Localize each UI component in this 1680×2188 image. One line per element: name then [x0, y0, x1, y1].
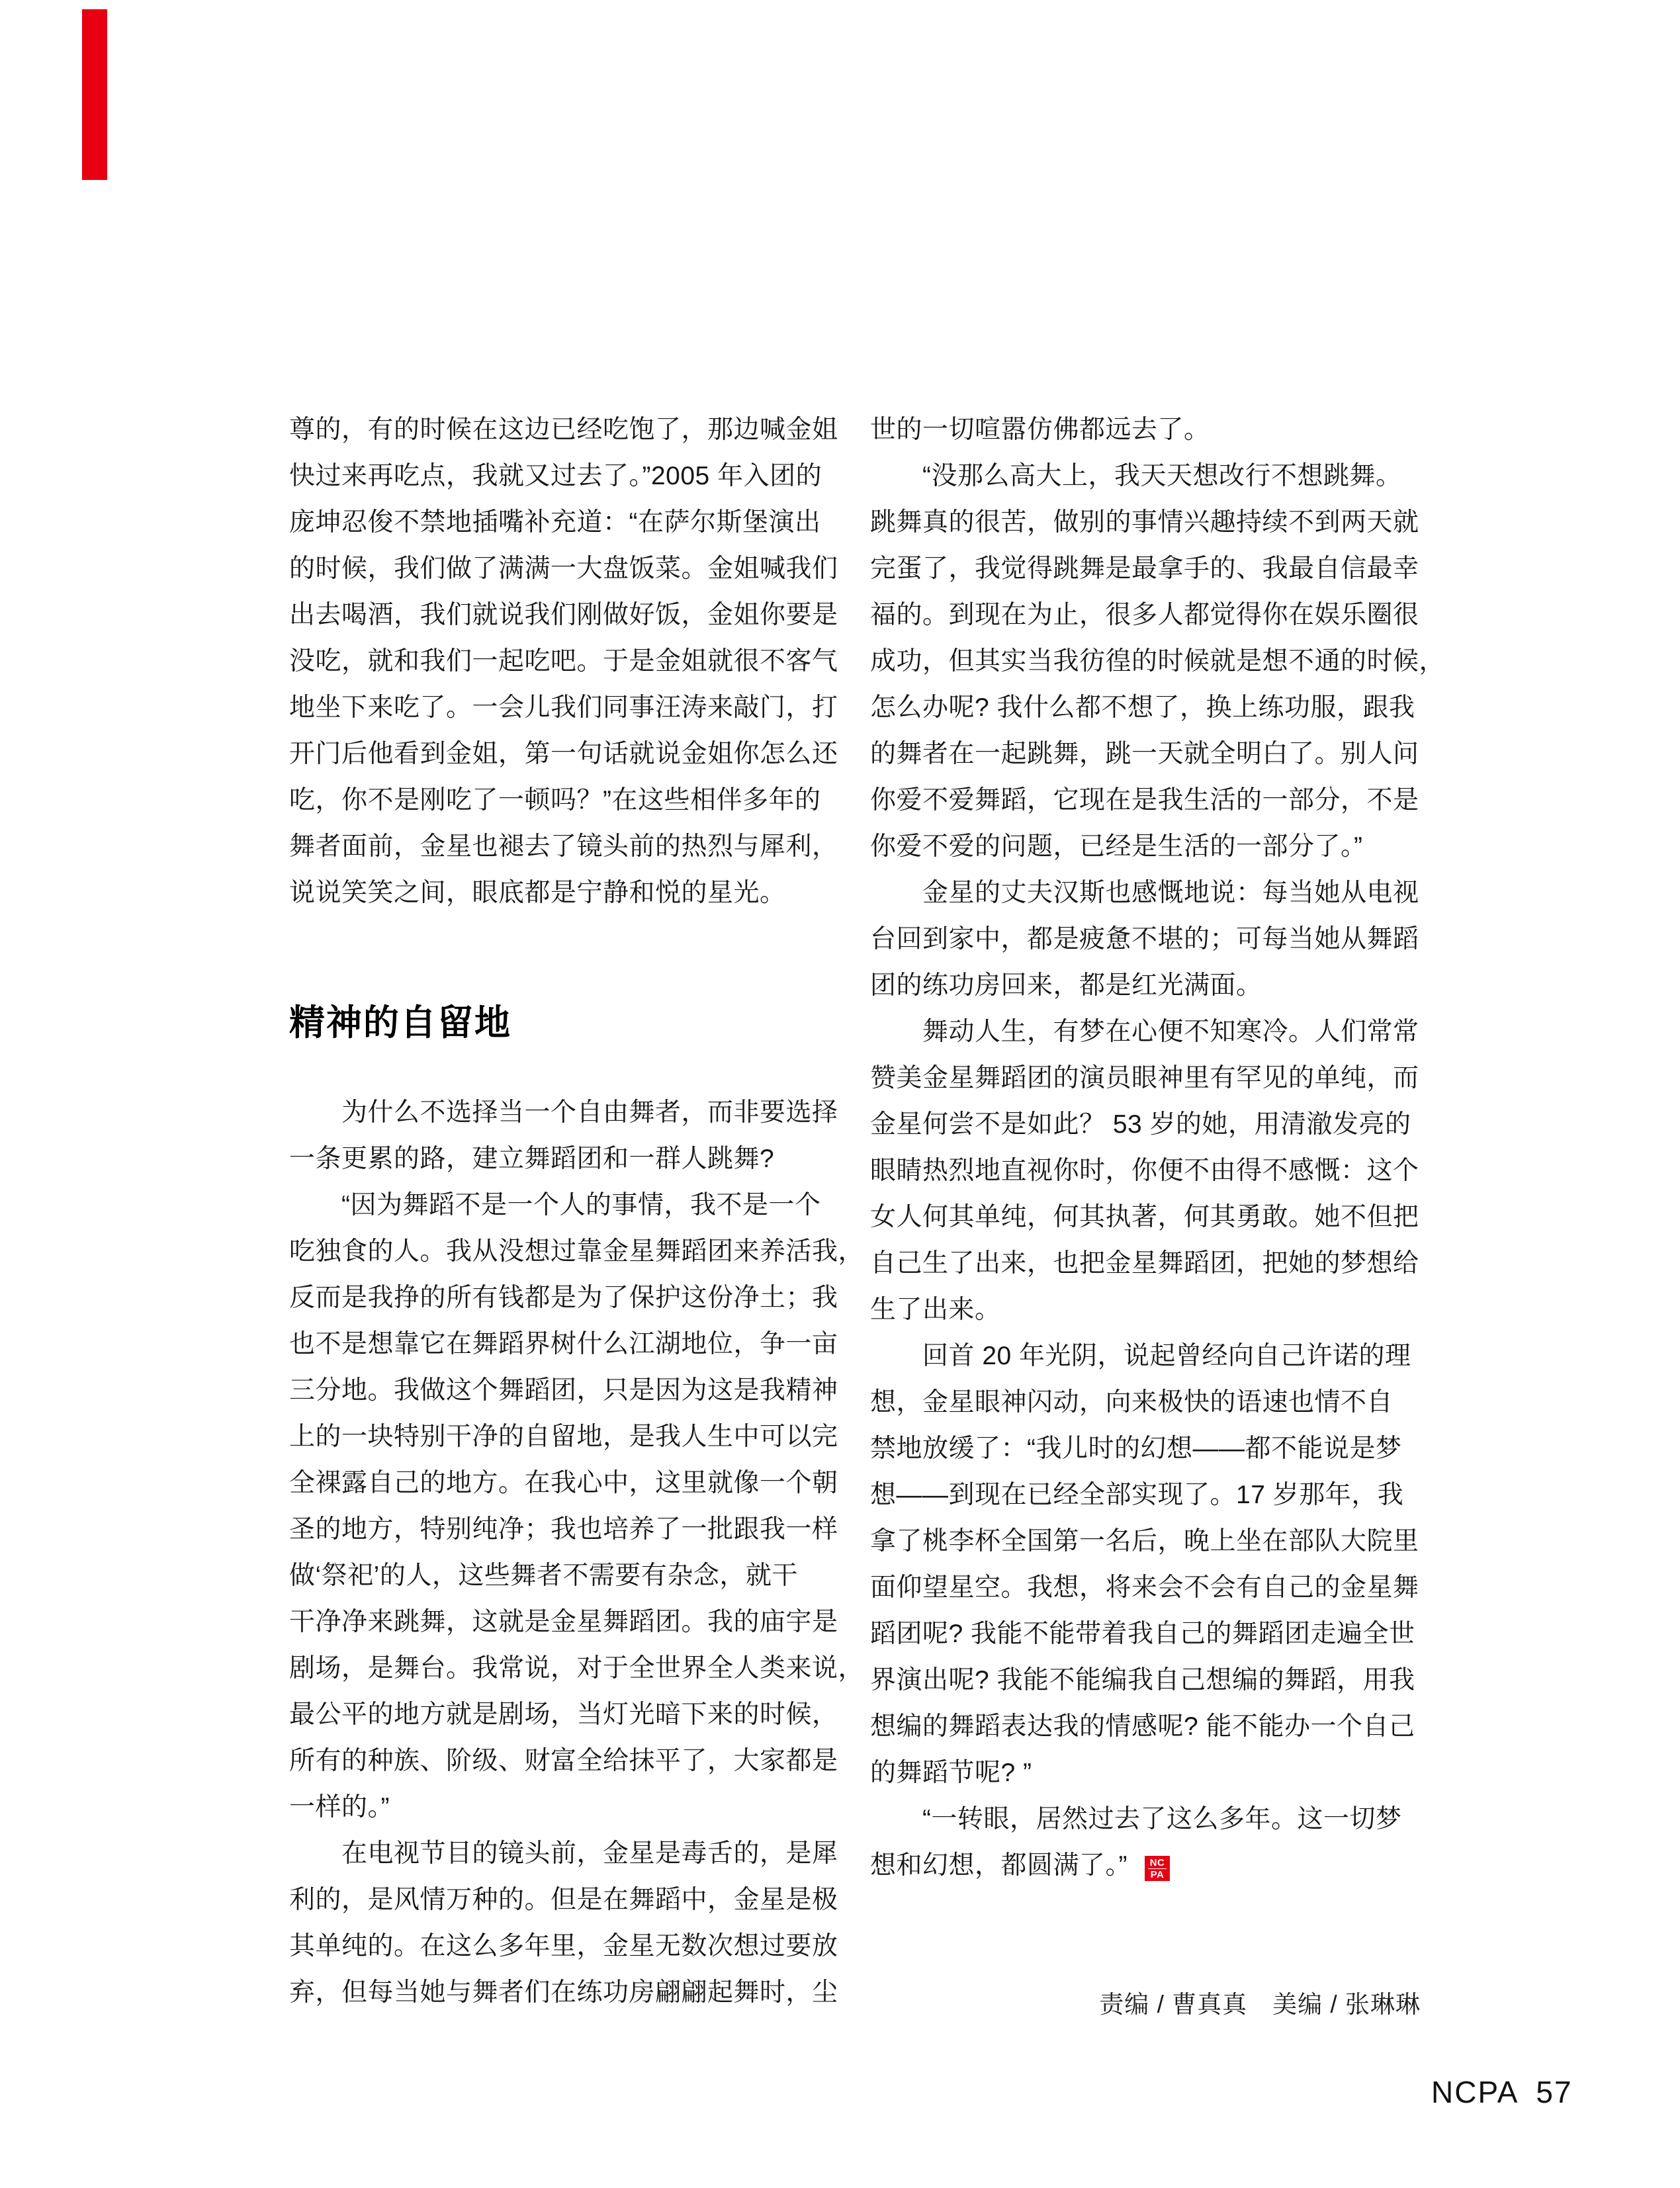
text-line: 界演出呢? 我能不能编我自己想编的舞蹈，用我: [870, 1666, 1415, 1694]
paragraph: [289, 1090, 840, 1182]
section-heading: 精神的自留地: [289, 1003, 511, 1043]
text-line: 为什么不选择当一个自由舞者，而非要选择: [289, 1098, 838, 1127]
paragraph: [289, 1831, 840, 2016]
text-line: 团的练功房回来，都是红光满面。: [870, 971, 1262, 1000]
text-line: 眼睛热烈地直视你时，你便不由得不感慨：这个: [870, 1157, 1419, 1185]
text-line: 世的一切喧嚣仿佛都远去了。: [870, 416, 1210, 444]
text-line: 反而是我挣的所有钱都是为了保护这份净土；我: [289, 1284, 838, 1312]
ncpa-seal-bottom-text: PA: [1150, 1869, 1165, 1880]
section-marker-bar: [82, 9, 107, 180]
text-line: 弃，但每当她与舞者们在练功房翩翩起舞时，尘: [289, 1978, 838, 2007]
text-line: 怎么办呢? 我什么都不想了，换上练功服，跟我: [870, 693, 1415, 722]
text-line: 面仰望星空。我想，将来会不会有自己的金星舞: [870, 1573, 1419, 1602]
text-line: 说说笑笑之间，眼底都是宁静和悦的星光。: [289, 879, 786, 907]
text-line: 全裸露自己的地方。在我心中，这里就像一个朝: [289, 1469, 838, 1497]
text-line: 舞动人生，有梦在心便不知寒冷。人们常常: [870, 1018, 1419, 1046]
text-line: 快过来再吃点，我就又过去了。”2005 年入团的: [289, 462, 822, 490]
text-line: 你爱不爱舞蹈，它现在是我生活的一部分，不是: [870, 786, 1419, 814]
page-number-value: 57: [1536, 2075, 1573, 2109]
text-line: 没吃，就和我们一起吃吧。于是金姐就很不客气: [289, 647, 838, 676]
text-line: 吃，你不是刚吃了一顿吗？”在这些相伴多年的: [289, 786, 821, 814]
text-line: 在电视节目的镜头前，金星是毒舌的，是犀: [289, 1839, 838, 1868]
editor-credits: 责编 / 曹真真 美编 / 张琳琳: [1099, 1991, 1421, 2018]
text-line: “没那么高大上，我天天想改行不想跳舞。: [870, 462, 1402, 490]
text-line: 一样的。”: [289, 1793, 390, 1821]
text-line: 开门后他看到金姐，第一句话就说金姐你怎么还: [289, 740, 838, 768]
paragraph: [870, 1009, 1421, 1333]
text-line: 一条更累的路，建立舞蹈团和一群人跳舞?: [289, 1145, 775, 1173]
text-line: 赞美金星舞蹈团的演员眼神里有罕见的单纯，而: [870, 1064, 1419, 1092]
paragraph: [870, 1333, 1421, 1796]
text-line: 吃独食的人。我从没想过靠金星舞蹈团来养活我，: [289, 1237, 865, 1266]
text-line: 的时候，我们做了满满一大盘饭菜。金姐喊我们: [289, 554, 838, 583]
text-line: 金星何尝不是如此？ 53 岁的她，用清澈发亮的: [870, 1110, 1411, 1139]
page-number: [1431, 2075, 1573, 2109]
text-line: 的舞者在一起跳舞，跳一天就全明白了。别人问: [870, 740, 1419, 768]
text-line: 女人何其单纯，何其执著，何其勇敢。她不但把: [870, 1203, 1419, 1231]
text-line: “一转眼，居然过去了这么多年。这一切梦: [870, 1805, 1402, 1833]
text-line: 上的一块特别干净的自留地，是我人生中可以完: [289, 1422, 838, 1451]
text-line: 舞者面前，金星也褪去了镜头前的热烈与犀利，: [289, 832, 838, 861]
text-line: 三分地。我做这个舞蹈团，只是因为这是我精神: [289, 1376, 838, 1405]
text-line: 完蛋了，我觉得跳舞是最拿手的、我最自信最幸: [870, 554, 1419, 583]
left-text-column: [289, 407, 865, 2016]
magazine-label: NCPA: [1431, 2075, 1519, 2109]
paragraph: [289, 1182, 865, 1831]
text-line: 剧场，是舞台。我常说，对于全世界全人类来说，: [289, 1654, 865, 1683]
ncpa-seal-top-text: NC: [1148, 1857, 1167, 1869]
text-line: 其单纯的。在这么多年里，金星无数次想过要放: [289, 1932, 838, 1960]
text-line: 台回到家中，都是疲惫不堪的；可每当她从舞蹈: [870, 925, 1419, 953]
text-line: 干净净来跳舞，这就是金星舞蹈团。我的庙宇是: [289, 1608, 838, 1636]
text-line: 也不是想靠它在舞蹈界树什么江湖地位，争一亩: [289, 1330, 838, 1358]
text-line: 蹈团呢? 我能不能带着我自己的舞蹈团走遍全世: [870, 1620, 1415, 1648]
text-line: 想——到现在已经全部实现了。17 岁那年，我: [870, 1481, 1404, 1509]
ncpa-seal: [1145, 1856, 1170, 1881]
text-line: 庞坤忍俊不禁地插嘴补充道：“在萨尔斯堡演出: [289, 508, 821, 537]
paragraph: [870, 870, 1421, 1009]
text-line: 你爱不爱的问题，已经是生活的一部分了。”: [870, 832, 1363, 861]
text-line: 跳舞真的很苦，做别的事情兴趣持续不到两天就: [870, 508, 1419, 537]
text-line: 出去喝酒，我们就说我们刚做好饭，金姐你要是: [289, 601, 838, 629]
text-line: 想编的舞蹈表达我的情感呢? 能不能办一个自己: [870, 1712, 1415, 1741]
text-line: 圣的地方，特别纯净；我也培养了一批跟我一样: [289, 1515, 838, 1544]
text-line: 福的。到现在为止，很多人都觉得你在娱乐圈很: [870, 601, 1419, 629]
paragraph-continued: [289, 407, 840, 916]
text-line: 自己生了出来，也把金星舞蹈团，把她的梦想给: [870, 1249, 1419, 1278]
text-line: 做‘祭祀’的人，这些舞者不需要有杂念，就干: [289, 1561, 798, 1590]
closing-paragraph: [870, 1796, 1421, 1889]
paragraph: [870, 453, 1446, 870]
right-text-column: [870, 407, 1446, 1889]
text-line: 生了出来。: [870, 1295, 1001, 1324]
text-line: 成功，但其实当我彷徨的时候就是想不通的时候，: [870, 647, 1446, 676]
text-line: “因为舞蹈不是一个人的事情，我不是一个: [289, 1191, 821, 1219]
text-line-with-seal: [870, 1843, 1421, 1889]
text-line: 利的，是风情万种的。但是在舞蹈中，金星是极: [289, 1886, 838, 1914]
text-line: 禁地放缓了：“我儿时的幻想——都不能说是梦: [870, 1434, 1402, 1463]
text-line: 想，金星眼神闪动，向来极快的语速也情不自: [870, 1388, 1393, 1417]
text-run: 想和幻想，都圆满了。”: [870, 1851, 1127, 1880]
text-line: 的舞蹈节呢? ”: [870, 1759, 1032, 1787]
text-line: 拿了桃李杯全国第一名后，晚上坐在部队大院里: [870, 1527, 1419, 1555]
text-line: 尊的，有的时候在这边已经吃饱了，那边喊金姐: [289, 416, 838, 444]
text-line: 所有的种族、阶级、财富全给抹平了，大家都是: [289, 1747, 838, 1775]
paragraph-continued: [870, 407, 1421, 453]
text-line: 回首 20 年光阴，说起曾经向自己许诺的理: [870, 1342, 1411, 1370]
text-line: 地坐下来吃了。一会儿我们同事汪涛来敲门，打: [289, 693, 838, 722]
text-line: 金星的丈夫汉斯也感慨地说：每当她从电视: [870, 879, 1419, 907]
text-line: 最公平的地方就是剧场，当灯光暗下来的时候，: [289, 1700, 838, 1729]
